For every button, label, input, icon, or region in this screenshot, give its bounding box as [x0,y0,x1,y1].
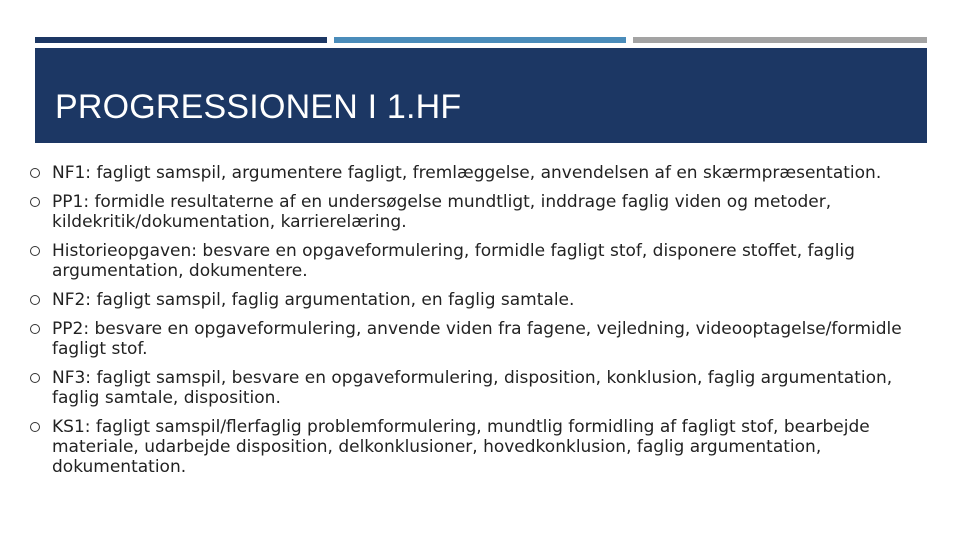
hollow-circle-icon [30,246,40,256]
bullet-text: PP1: formidle resultaterne af en undersøgelse mundtligt, inddrage faglig viden og metoder, kildekritik/dokumentation, karrierelæring. [52,192,832,232]
bullet-item [30,417,940,477]
bullet-item [30,319,940,359]
bullet-list [30,163,940,486]
bullet-item [30,192,940,232]
hollow-circle-icon [30,197,40,207]
bullet-text: NF1: fagligt samspil, argumentere fagligt, fremlæggelse, anvendelsen af en skærmpræsentation. [52,163,882,183]
bullet-item [30,290,940,310]
bullet-text: NF2: fagligt samspil, faglig argumentation, en faglig samtale. [52,290,575,310]
hollow-circle-icon [30,295,40,305]
hollow-circle-icon [30,373,40,383]
title-banner [35,48,927,143]
hollow-circle-icon [30,324,40,334]
bullet-item [30,368,940,408]
accent-bar-gray [633,37,927,43]
hollow-circle-icon [30,422,40,432]
bullet-text: NF3: fagligt samspil, besvare en opgaveformulering, disposition, konklusion, faglig argumentation, faglig samtale, disposition. [52,368,893,408]
slide-title: PROGRESSIONEN I 1.HF [55,88,462,126]
bullet-item [30,163,940,183]
bullet-text: PP2: besvare en opgaveformulering, anvende viden fra fagene, vejledning, videooptagelse/formidle fagligt stof. [52,319,902,359]
accent-bar-blue [334,37,626,43]
top-accent-bars [35,37,927,43]
bullet-item [30,241,940,281]
bullet-text: KS1: fagligt samspil/flerfaglig problemformulering, mundtlig formidling af fagligt stof, bearbejde materiale, udarbejde disposition, delkonklusioner, hovedkonklusion, faglig argumentation, dokumentation. [52,417,870,477]
bullet-text: Historieopgaven: besvare en opgaveformulering, formidle fagligt stof, disponere stoffet, faglig argumentation, dokumentere. [52,241,855,281]
accent-bar-navy [35,37,327,43]
hollow-circle-icon [30,168,40,178]
